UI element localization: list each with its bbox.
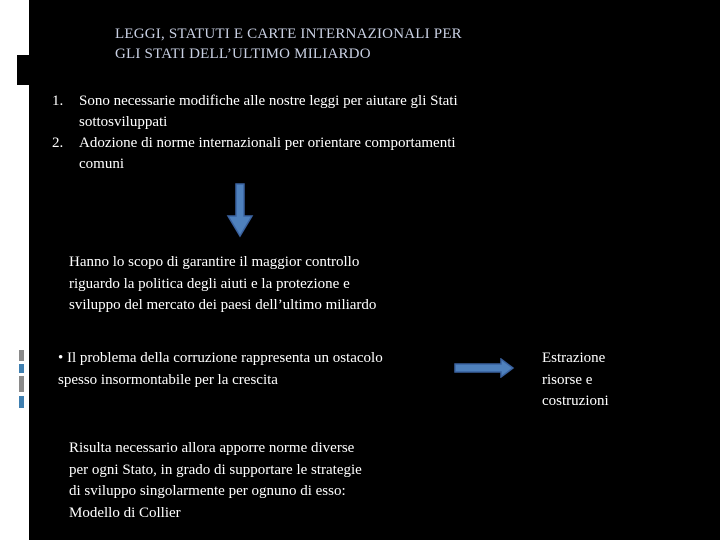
slide-title (115, 24, 575, 64)
decorative-bar (19, 396, 24, 408)
conclusione-line: per ogni Stato, in grado di supportare le strategie (69, 461, 362, 478)
scopo-text (69, 252, 469, 317)
list-item (52, 133, 552, 175)
estrazione-line: Estrazione (542, 350, 606, 366)
estrazione-text (542, 348, 652, 413)
corruzione-text (58, 348, 478, 391)
list-number: 2. (52, 135, 64, 151)
slide-title-line: GLI STATI DELL’ULTIMO MILIARDO (115, 46, 371, 62)
slide-title-line: LEGGI, STATUTI E CARTE INTERNAZIONALI PER (115, 26, 462, 42)
scopo-line: riguardo la politica degli aiuti e la protezione e (69, 275, 350, 292)
list-item-text: Sono necessarie modifiche alle nostre leggi per aiutare gli Stati (79, 93, 458, 109)
decorative-bar (19, 364, 24, 373)
corruzione-line: spesso insormontabile per la crescita (58, 371, 278, 388)
conclusione-line: Modello di Collier (69, 504, 181, 521)
conclusione-line: Risulta necessario allora apporre norme diverse (69, 440, 355, 456)
numbered-list (52, 91, 552, 175)
list-item-text: sottosviluppati (79, 114, 168, 130)
estrazione-line: costruzioni (542, 393, 609, 409)
list-item-text: Adozione di norme internazionali per orientare comportamenti (79, 135, 456, 151)
decorative-bar (19, 350, 24, 361)
scopo-line: Hanno lo scopo di garantire il maggior controllo (69, 254, 360, 270)
list-number: 1. (52, 93, 64, 109)
conclusione-line: di sviluppo singolarmente per ognuno di esso: (69, 483, 346, 499)
list-item-text: comuni (79, 156, 124, 172)
list-item (52, 91, 552, 133)
corruzione-line: • Il problema della corruzione rappresenta un ostacolo (58, 350, 383, 366)
decorative-bar (17, 55, 29, 85)
scopo-line: sviluppo del mercato dei paesi dell’ultimo miliardo (69, 297, 377, 313)
conclusione-text (69, 438, 449, 524)
down-arrow-icon (225, 182, 255, 238)
estrazione-line: risorse e (542, 371, 593, 388)
decorative-bar (19, 376, 24, 392)
right-arrow-icon (453, 358, 515, 378)
